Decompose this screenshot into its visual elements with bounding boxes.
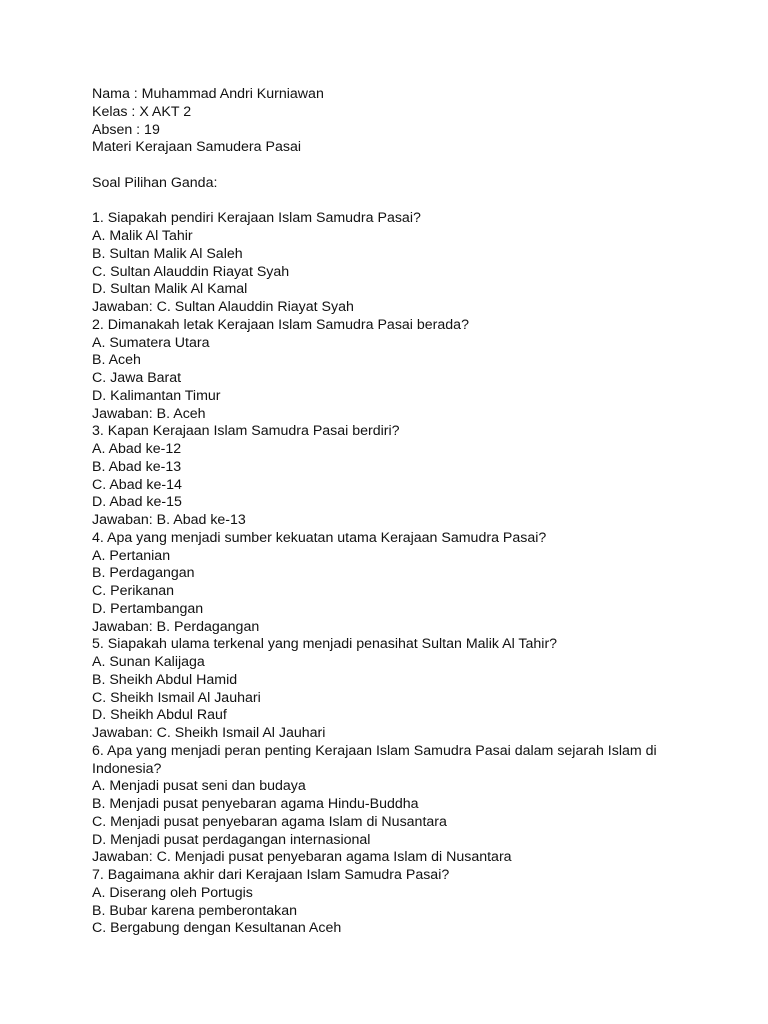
option-b: B. Bubar karena pemberontakan	[92, 902, 298, 919]
answer-text: Jawaban: C. Sultan Alauddin Riayat Syah	[92, 299, 354, 315]
option-d: D. Sultan Malik Al Kamal	[92, 281, 248, 298]
option-c: C. Perikanan	[92, 583, 175, 599]
question-text: 4. Apa yang menjadi sumber kekuatan utama Kerajaan Samudra Pasai?	[92, 529, 547, 546]
option-c: C. Abad ke-14	[92, 476, 182, 493]
option-c: C. Sheikh Ismail Al Jauhari	[92, 689, 261, 706]
question-block-4	[92, 530, 692, 637]
question-text: 1. Siapakah pendiri Kerajaan Islam Samudra Pasai?	[92, 210, 421, 227]
question-block-5	[92, 636, 692, 743]
answer-text: Jawaban: B. Aceh	[92, 405, 206, 422]
option-c: C. Sultan Alauddin Riayat Syah	[92, 263, 290, 280]
question-block-3	[92, 423, 692, 530]
option-b: B. Sultan Malik Al Saleh	[92, 245, 243, 262]
option-a: A. Diserang oleh Portugis	[92, 884, 253, 901]
option-d: D. Abad ke-15	[92, 494, 182, 511]
blank-line	[92, 193, 692, 211]
option-b: B. Menjadi pusat penyebaran agama Hindu-Buddha	[92, 796, 419, 812]
question-text: 7. Bagaimana akhir dari Kerajaan Islam Samudra Pasai?	[92, 867, 450, 883]
question-text-line-2: Indonesia?	[92, 760, 162, 777]
question-block-1	[92, 210, 692, 317]
option-a: A. Sumatera Utara	[92, 334, 210, 351]
section-title: Soal Pilihan Ganda:	[92, 174, 218, 191]
option-b: B. Abad ke-13	[92, 458, 182, 475]
option-c: C. Bergabung dengan Kesultanan Aceh	[92, 920, 342, 937]
answer-text: Jawaban: B. Perdagangan	[92, 618, 260, 635]
option-c: C. Menjadi pusat penyebaran agama Islam di Nusantara	[92, 813, 447, 830]
answer-text: Jawaban: C. Sheikh Ismail Al Jauhari	[92, 725, 326, 741]
option-a: A. Pertanian	[92, 547, 171, 564]
option-d: D. Pertambangan	[92, 600, 204, 617]
option-a: A. Malik Al Tahir	[92, 228, 193, 244]
document-page	[92, 86, 692, 938]
option-b: B. Perdagangan	[92, 565, 195, 582]
blank-line	[92, 157, 692, 175]
option-d: D. Kalimantan Timur	[92, 387, 221, 404]
question-text-line-1: 6. Apa yang menjadi peran penting Kerajaan Islam Samudra Pasai dalam sejarah Islam di	[92, 742, 657, 759]
answer-text: Jawaban: B. Abad ke-13	[92, 512, 246, 528]
student-class: Kelas : X AKT 2	[92, 103, 192, 120]
question-block-2	[92, 317, 692, 424]
option-a: A. Sunan Kalijaga	[92, 654, 205, 670]
question-text: 5. Siapakah ulama terkenal yang menjadi penasihat Sultan Malik Al Tahir?	[92, 636, 558, 653]
option-b: B. Sheikh Abdul Hamid	[92, 671, 238, 688]
question-text: 2. Dimanakah letak Kerajaan Islam Samudra Pasai berada?	[92, 316, 469, 333]
option-a: A. Menjadi pusat seni dan budaya	[92, 778, 306, 795]
option-b: B. Aceh	[92, 352, 141, 369]
question-block-7	[92, 867, 692, 938]
option-d: D. Sheikh Abdul Rauf	[92, 707, 227, 724]
student-absen: Absen : 19	[92, 121, 160, 138]
question-block-6	[92, 743, 692, 867]
answer-text: Jawaban: C. Menjadi pusat penyebaran agama Islam di Nusantara	[92, 849, 512, 866]
option-d: D. Menjadi pusat perdagangan internasional	[92, 831, 371, 848]
option-a: A. Abad ke-12	[92, 441, 182, 457]
question-text: 3. Kapan Kerajaan Islam Samudra Pasai berdiri?	[92, 423, 400, 440]
option-c: C. Jawa Barat	[92, 370, 182, 386]
student-name: Nama : Muhammad Andri Kurniawan	[92, 86, 324, 102]
material-title: Materi Kerajaan Samudera Pasai	[92, 139, 301, 156]
